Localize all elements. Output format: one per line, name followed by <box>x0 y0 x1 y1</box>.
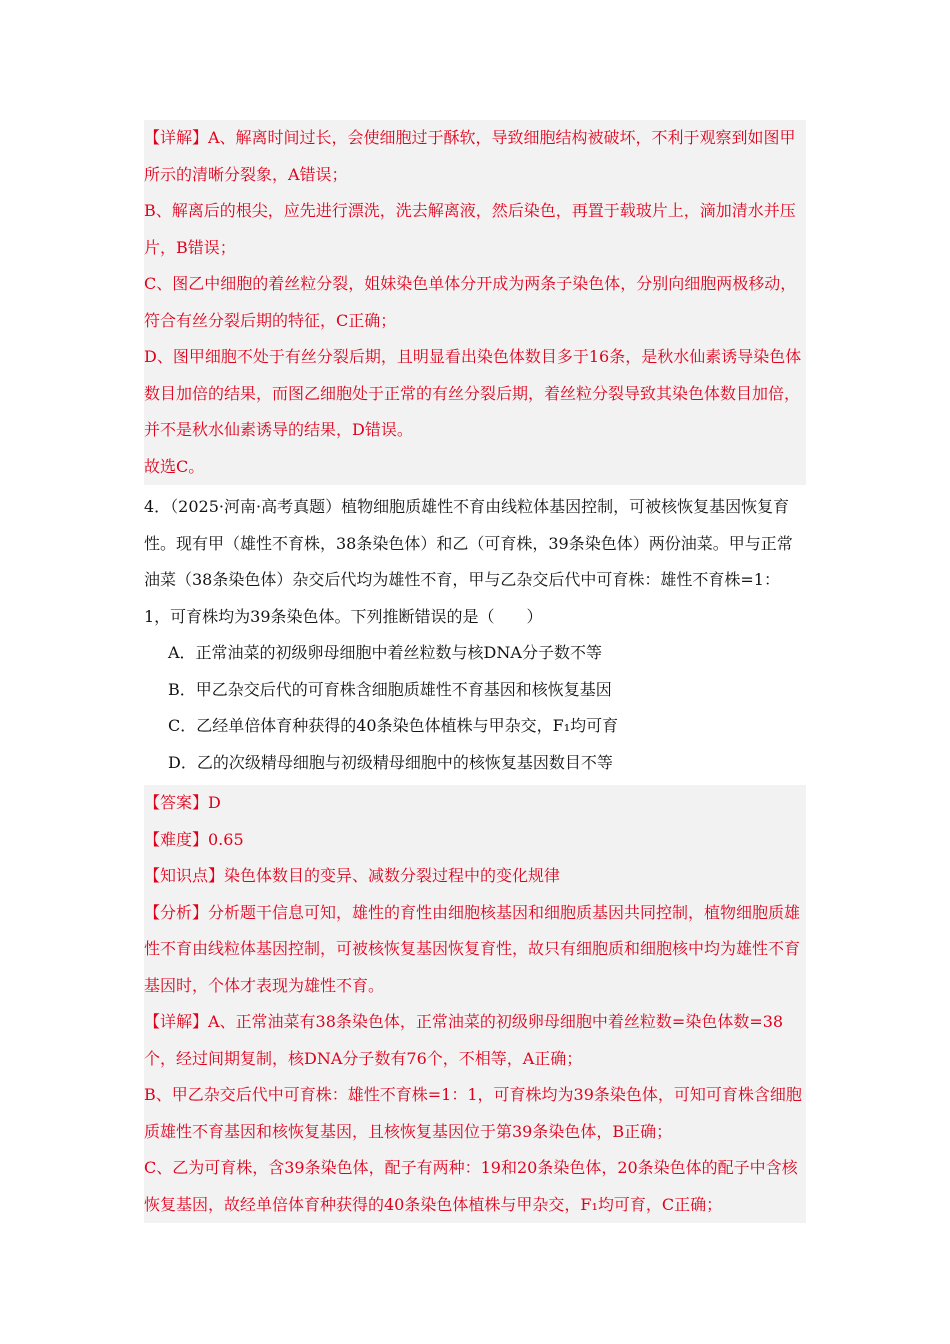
question-stem: 4．（2025·河南·高考真题）植物细胞质雄性不育由线粒体基因控制，可被核恢复基因恢复育性。现有甲（雄性不育株，38条染色体）和乙（可育株，39条染色体）两份油菜。甲与正常油菜（38条染色体）杂交后代均为雄性不育，甲与乙杂交后代中可育株：雄性不育株=1：1，可育株均为39条染色体。下列推断错误的是（ ） <box>144 497 793 626</box>
knowledge-points: 【知识点】染色体数目的变异、减数分裂过程中的变化规律 <box>144 866 561 885</box>
detail-b: B、甲乙杂交后代中可育株：雄性不育株=1：1，可育株均为39条染色体，可知可育株含细胞质雄性不育基因和核恢复基因，且核恢复基因位于第39条染色体，B正确； <box>144 1085 802 1141</box>
prev-conclusion: 故选C。 <box>144 456 205 476</box>
question-4 <box>144 489 806 781</box>
explanation-block <box>144 785 806 1223</box>
detail-a: 【详解】A、正常油菜有38条染色体，正常油菜的初级卵母细胞中着丝粒数=染色体数=38个，经过间期复制，核DNA分子数有76个，不相等，A正确； <box>144 1012 784 1068</box>
analysis: 【分析】分析题干信息可知，雄性的育性由细胞核基因和细胞质基因共同控制，植物细胞质雄性不育由线粒体基因控制，可被核恢复基因恢复育性，故只有细胞质和细胞核中均为雄性不育基因时，个体才表现为雄性不育。 <box>144 902 801 995</box>
previous-explanation-block <box>144 120 806 485</box>
prev-detail-d: D、图甲细胞不处于有丝分裂后期，且明显看出染色体数目多于16条，是秋水仙素诱导染色体数目加倍的结果，而图乙细胞处于正常的有丝分裂后期，着丝粒分裂导致其染色体数目加倍，并不是秋水仙素诱导的结果，D错误。 <box>144 347 802 439</box>
prev-detail-a: 【详解】A、解离时间过长，会使细胞过于酥软，导致细胞结构被破坏，不利于观察到如图甲所示的清晰分裂象，A错误； <box>144 128 796 184</box>
document-page <box>144 120 806 1223</box>
option-a: A．正常油菜的初级卵母细胞中着丝粒数与核DNA分子数不等 <box>168 643 602 662</box>
option-c: C．乙经单倍体育种获得的40条染色体植株与甲杂交，F₁均可育 <box>168 716 619 735</box>
option-b: B．甲乙杂交后代的可育株含细胞质雄性不育基因和核恢复基因 <box>168 679 612 699</box>
prev-detail-b: B、解离后的根尖，应先进行漂洗，洗去解离液，然后染色，再置于载玻片上，滴加清水并压片，B错误； <box>144 201 796 257</box>
detail-c: C、乙为可育株，含39条染色体，配子有两种：19和20条染色体，20条染色体的配子中含核恢复基因，故经单倍体育种获得的40条染色体植株与甲杂交，F₁均可育，C正确； <box>144 1158 798 1214</box>
option-d: D．乙的次级精母细胞与初级精母细胞中的核恢复基因数目不等 <box>168 752 613 772</box>
answer: 【答案】D <box>144 793 221 812</box>
difficulty: 【难度】0.65 <box>144 829 244 849</box>
prev-detail-c: C、图乙中细胞的着丝粒分裂，姐妹染色单体分开成为两条子染色体，分别向细胞两极移动，符合有丝分裂后期的特征，C正确； <box>144 274 797 330</box>
